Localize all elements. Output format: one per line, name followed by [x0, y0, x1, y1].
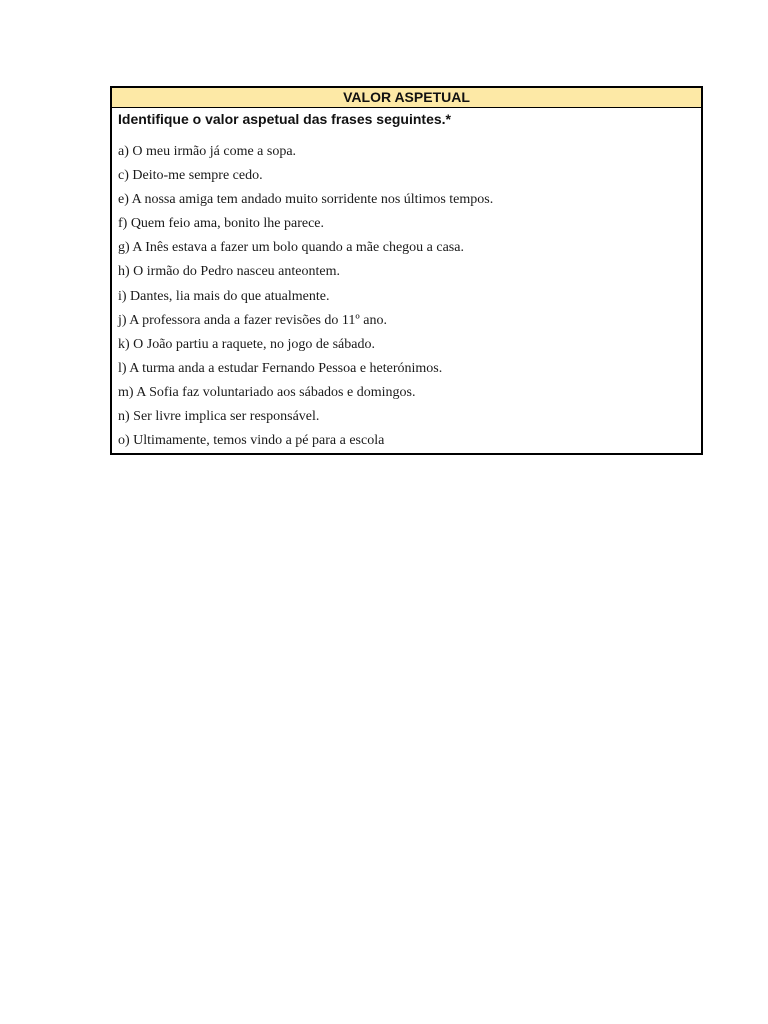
sentence-g: g) A Inês estava a fazer um bolo quando a mãe chegou a casa.	[118, 240, 464, 256]
sentence-l: l) A turma anda a estudar Fernando Pessoa e heterónimos.	[118, 360, 443, 376]
sentence-f: f) Quem feio ama, bonito lhe parece.	[118, 216, 325, 232]
sentence-i: i) Dantes, lia mais do que atualmente.	[118, 288, 330, 304]
sentence-j: j) A professora anda a fazer revisões do 11º ano.	[118, 312, 387, 328]
worksheet-instruction: Identifique o valor aspetual das frases seguintes.*	[118, 111, 451, 127]
sentence-m: m) A Sofia faz voluntariado aos sábados e domingos.	[118, 384, 416, 400]
sentence-n: n) Ser livre implica ser responsável.	[118, 409, 320, 425]
sentence-h: h) O irmão do Pedro nasceu anteontem.	[118, 264, 340, 280]
worksheet-title: VALOR ASPETUAL	[112, 88, 701, 108]
worksheet-table	[110, 86, 703, 455]
sentence-k: k) O João partiu a raquete, no jogo de sábado.	[118, 336, 375, 352]
sentence-list	[112, 130, 701, 453]
sentence-e: e) A nossa amiga tem andado muito sorridente nos últimos tempos.	[118, 192, 494, 208]
sentence-a: a) O meu irmão já come a sopa.	[118, 144, 297, 159]
sentence-o: o) Ultimamente, temos vindo a pé para a escola	[118, 433, 385, 449]
sentence-c: c) Deito-me sempre cedo.	[118, 168, 263, 184]
